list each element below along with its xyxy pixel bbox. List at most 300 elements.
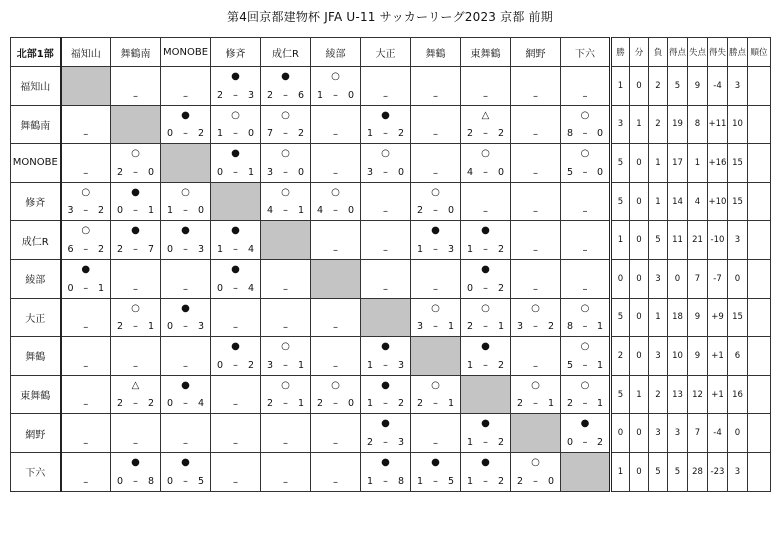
score-against: 1 [247, 166, 254, 178]
score-dash: – [483, 282, 488, 294]
score-for: 1 [417, 475, 424, 487]
stat-goal-difference: +1 [708, 375, 728, 414]
score-dash: – [582, 398, 588, 410]
diagonal-cell [561, 452, 611, 491]
result-symbol: ○ [81, 186, 91, 198]
score-for: 7 [267, 128, 274, 140]
score [62, 283, 111, 295]
diagonal-cell [361, 298, 411, 337]
result-symbol: ● [580, 418, 590, 430]
stat-goals-for: 19 [668, 105, 688, 144]
stat-losses: 1 [649, 298, 668, 337]
match-result-cell [361, 375, 411, 414]
score [211, 90, 260, 102]
score-against: 2 [497, 128, 504, 140]
unplayed-dash: – [533, 90, 538, 102]
table-row [11, 414, 771, 453]
team-header: 福知山 [61, 38, 111, 67]
score [111, 476, 160, 488]
result-symbol: ○ [580, 109, 590, 121]
unplayed-cell [61, 298, 111, 337]
score-dash: – [533, 398, 538, 410]
score-against: 2 [497, 436, 504, 448]
unplayed-dash: – [283, 437, 288, 449]
result-symbol: ○ [431, 302, 440, 314]
match-result-cell [461, 452, 511, 491]
result-symbol: ● [281, 71, 290, 82]
stat-draws: 1 [630, 105, 649, 144]
stat-goals-for: 10 [668, 337, 688, 376]
score-against: 0 [347, 398, 354, 410]
result-symbol: ● [481, 456, 490, 468]
stat-goals-against: 21 [688, 221, 708, 260]
stat-points: 3 [728, 221, 748, 260]
result-symbol: ○ [481, 302, 490, 314]
stat-goals-for: 5 [668, 67, 688, 106]
score [161, 321, 210, 333]
score-against: 2 [297, 128, 304, 140]
match-result-cell [561, 375, 611, 414]
score-for: 2 [267, 89, 274, 101]
stat-draws: 0 [630, 298, 649, 337]
team-header: 下六 [561, 38, 611, 67]
score [161, 205, 210, 217]
stat-goal-difference: +9 [708, 298, 728, 337]
score-dash: – [183, 128, 188, 140]
score [111, 167, 160, 179]
score [461, 244, 510, 256]
row-team-label: 成仁R [11, 221, 61, 260]
score-for: 0 [217, 282, 224, 294]
score-against: 1 [547, 398, 554, 410]
stat-wins: 3 [611, 105, 630, 144]
match-result-cell [311, 182, 361, 221]
unplayed-cell [211, 298, 261, 337]
score [211, 244, 260, 256]
stat-draws: 0 [630, 452, 649, 491]
match-result-cell [161, 182, 211, 221]
score [511, 476, 560, 488]
match-result-cell [461, 298, 511, 337]
score-for: 2 [117, 398, 124, 410]
score-dash: – [483, 243, 488, 255]
unplayed-cell [511, 105, 561, 144]
score-for: 0 [217, 359, 224, 371]
unplayed-dash: – [183, 360, 188, 372]
match-result-cell [61, 221, 111, 260]
score-against: 2 [147, 398, 154, 410]
unplayed-dash: – [333, 437, 338, 449]
stat-goals-against: 9 [688, 67, 708, 106]
stat-losses: 5 [649, 452, 668, 491]
match-result-cell [511, 375, 561, 414]
stat-goals-for: 17 [668, 144, 688, 183]
score-for: 3 [417, 321, 424, 333]
result-symbol: ● [481, 263, 490, 275]
score [361, 476, 410, 488]
score-for: 2 [267, 398, 274, 410]
match-result-cell [411, 182, 461, 221]
score-for: 2 [517, 475, 524, 487]
stat-losses: 3 [649, 414, 668, 453]
unplayed-cell [411, 414, 461, 453]
unplayed-dash: – [383, 244, 388, 256]
result-symbol: ● [481, 225, 490, 237]
score [361, 128, 410, 140]
row-team-label: MONOBE [11, 144, 61, 183]
stat-goals-for: 18 [668, 298, 688, 337]
match-result-cell [561, 298, 611, 337]
stat-rank [748, 375, 771, 414]
score-for: 8 [567, 128, 574, 140]
score [361, 167, 410, 179]
unplayed-dash: – [483, 206, 488, 218]
score-for: 3 [67, 205, 74, 217]
score-against: 1 [297, 205, 304, 217]
match-result-cell [111, 182, 161, 221]
unplayed-cell [411, 144, 461, 183]
stat-points: 16 [728, 375, 748, 414]
score-against: 5 [447, 475, 454, 487]
score-for: 0 [567, 436, 574, 448]
score-for: 1 [467, 243, 474, 255]
team-header: 成仁R [261, 38, 311, 67]
result-symbol: ○ [331, 379, 340, 391]
score [561, 128, 609, 140]
score-for: 2 [467, 321, 474, 333]
result-symbol: ● [381, 418, 390, 430]
stat-wins: 2 [611, 337, 630, 376]
stat-goals-for: 14 [668, 182, 688, 221]
score [311, 398, 360, 410]
match-result-cell [261, 144, 311, 183]
score-for: 1 [367, 359, 374, 371]
score-against: 4 [247, 243, 254, 255]
score [261, 360, 310, 372]
unplayed-dash: – [83, 476, 89, 488]
row-team-label: 綾部 [11, 259, 61, 298]
match-result-cell [211, 221, 261, 260]
stat-header: 得失 [708, 38, 728, 67]
match-result-cell [561, 144, 611, 183]
result-symbol: ● [131, 456, 140, 468]
stat-goals-against: 1 [688, 144, 708, 183]
stat-goals-against: 9 [688, 337, 708, 376]
result-symbol: ○ [331, 186, 340, 198]
score-against: 2 [97, 243, 104, 255]
table-row [11, 452, 771, 491]
score-against: 0 [596, 128, 603, 140]
match-result-cell [461, 259, 511, 298]
score-for: 3 [367, 166, 374, 178]
result-symbol: ○ [281, 148, 290, 160]
score-against: 1 [297, 398, 304, 410]
unplayed-dash: – [133, 437, 138, 449]
score-dash: – [233, 89, 238, 101]
result-symbol: ○ [431, 186, 440, 198]
diagonal-cell [411, 337, 461, 376]
score-against: 0 [347, 205, 354, 217]
unplayed-dash: – [283, 476, 288, 488]
match-result-cell [211, 67, 261, 106]
score-against: 0 [347, 89, 354, 101]
stat-goals-against: 28 [688, 452, 708, 491]
row-team-label: 東舞鶴 [11, 375, 61, 414]
match-result-cell [511, 452, 561, 491]
match-result-cell [461, 337, 511, 376]
league-table [10, 37, 771, 492]
score [411, 398, 460, 410]
table-row [11, 67, 771, 106]
score-for: 2 [417, 398, 424, 410]
score-against: 1 [596, 398, 603, 410]
stat-rank [748, 298, 771, 337]
score-dash: – [183, 205, 188, 217]
unplayed-cell [311, 221, 361, 260]
score-for: 2 [417, 205, 424, 217]
score-against: 1 [447, 398, 454, 410]
score-against: 0 [547, 475, 554, 487]
result-symbol: ○ [531, 302, 540, 314]
result-symbol: ● [181, 456, 190, 468]
match-result-cell [61, 259, 111, 298]
header-row [11, 38, 771, 67]
result-symbol: △ [481, 109, 490, 121]
score-for: 2 [117, 243, 124, 255]
score-for: 4 [267, 205, 274, 217]
result-symbol: ● [181, 302, 190, 314]
unplayed-cell [111, 67, 161, 106]
row-team-label: 舞鶴 [11, 337, 61, 376]
diagonal-cell [261, 221, 311, 260]
table-row [11, 337, 771, 376]
score-dash: – [233, 359, 238, 371]
score-dash: – [183, 321, 188, 333]
diagonal-cell [311, 259, 361, 298]
score-for: 1 [367, 475, 374, 487]
score-dash: – [283, 398, 288, 410]
table-row [11, 259, 771, 298]
unplayed-dash: – [133, 360, 138, 372]
score-dash: – [133, 243, 138, 255]
unplayed-cell [161, 414, 211, 453]
unplayed-cell [311, 298, 361, 337]
row-team-label: 大正 [11, 298, 61, 337]
result-symbol: ○ [281, 109, 290, 121]
unplayed-dash: – [83, 322, 89, 334]
stat-points: 3 [728, 452, 748, 491]
score [261, 167, 310, 179]
match-result-cell [461, 144, 511, 183]
team-header: 修斉 [211, 38, 261, 67]
result-symbol: ● [131, 186, 140, 198]
unplayed-cell [311, 452, 361, 491]
score-for: 0 [167, 398, 174, 410]
result-symbol: ● [381, 379, 390, 391]
score [211, 167, 260, 179]
stat-goal-difference: -23 [708, 452, 728, 491]
score [161, 398, 210, 410]
stat-header: 失点 [688, 38, 708, 67]
score-against: 2 [97, 205, 104, 217]
unplayed-dash: – [483, 90, 488, 102]
stat-header: 順位 [748, 38, 771, 67]
stat-losses: 3 [649, 337, 668, 376]
unplayed-dash: – [433, 283, 438, 295]
result-symbol: ● [231, 71, 240, 82]
score [211, 360, 260, 372]
score-dash: – [533, 475, 538, 487]
score [561, 167, 609, 179]
result-symbol: ○ [580, 302, 590, 314]
stat-losses: 5 [649, 221, 668, 260]
stat-rank [748, 144, 771, 183]
score-against: 2 [497, 475, 504, 487]
result-symbol: ○ [131, 148, 140, 160]
score-against: 2 [397, 398, 404, 410]
unplayed-dash: – [533, 244, 538, 256]
match-result-cell [161, 105, 211, 144]
stat-goal-difference: -7 [708, 259, 728, 298]
score-against: 2 [497, 243, 504, 255]
score-for: 0 [167, 243, 174, 255]
stat-goals-for: 5 [668, 452, 688, 491]
score [161, 476, 210, 488]
stat-goal-difference: -4 [708, 414, 728, 453]
score-for: 3 [267, 166, 274, 178]
result-symbol: ○ [281, 379, 290, 391]
unplayed-dash: – [582, 283, 588, 295]
match-result-cell [311, 375, 361, 414]
unplayed-dash: – [433, 90, 438, 102]
score [111, 398, 160, 410]
match-result-cell [411, 221, 461, 260]
score-for: 5 [567, 166, 574, 178]
stat-points: 0 [728, 259, 748, 298]
score-for: 2 [317, 398, 324, 410]
score [411, 476, 460, 488]
unplayed-cell [311, 144, 361, 183]
unplayed-cell [511, 259, 561, 298]
result-symbol: ● [181, 109, 190, 121]
unplayed-dash: – [383, 90, 388, 102]
score-against: 2 [397, 128, 404, 140]
match-result-cell [411, 375, 461, 414]
unplayed-dash: – [582, 206, 588, 218]
stat-goals-against: 8 [688, 105, 708, 144]
result-symbol: ● [231, 225, 240, 237]
unplayed-dash: – [533, 167, 538, 179]
stat-goals-against: 12 [688, 375, 708, 414]
score-against: 1 [297, 359, 304, 371]
unplayed-cell [411, 259, 461, 298]
stat-header: 勝 [611, 38, 630, 67]
unplayed-dash: – [383, 206, 388, 218]
score-against: 1 [596, 321, 603, 333]
score-for: 1 [467, 436, 474, 448]
unplayed-dash: – [83, 437, 89, 449]
team-header: 東舞鶴 [461, 38, 511, 67]
score-against: 2 [547, 321, 554, 333]
score-dash: – [383, 475, 388, 487]
match-result-cell [261, 337, 311, 376]
unplayed-cell [561, 221, 611, 260]
score-dash: – [233, 282, 238, 294]
match-result-cell [461, 105, 511, 144]
score-for: 2 [117, 166, 124, 178]
unplayed-cell [61, 452, 111, 491]
unplayed-dash: – [283, 283, 288, 295]
diagonal-cell [211, 182, 261, 221]
match-result-cell [261, 67, 311, 106]
score-for: 1 [467, 475, 474, 487]
score-dash: – [183, 475, 188, 487]
score-against: 4 [197, 398, 204, 410]
score-against: 7 [147, 243, 154, 255]
table-row [11, 221, 771, 260]
match-result-cell [361, 144, 411, 183]
match-result-cell [361, 452, 411, 491]
score-dash: – [183, 243, 188, 255]
score [62, 244, 111, 256]
unplayed-cell [561, 259, 611, 298]
stat-goals-for: 3 [668, 414, 688, 453]
unplayed-dash: – [233, 399, 238, 411]
unplayed-dash: – [133, 90, 138, 102]
unplayed-cell [111, 259, 161, 298]
score [461, 167, 510, 179]
score-against: 1 [147, 321, 154, 333]
unplayed-dash: – [83, 399, 89, 411]
score [461, 321, 510, 333]
score [161, 244, 210, 256]
match-result-cell [411, 452, 461, 491]
score-dash: – [233, 166, 238, 178]
score-dash: – [433, 205, 438, 217]
unplayed-dash: – [533, 283, 538, 295]
result-symbol: ● [481, 341, 490, 353]
score-against: 8 [147, 475, 154, 487]
stat-draws: 0 [630, 144, 649, 183]
match-result-cell [561, 337, 611, 376]
stat-losses: 2 [649, 67, 668, 106]
score-dash: – [133, 398, 138, 410]
stat-points: 6 [728, 337, 748, 376]
unplayed-cell [361, 221, 411, 260]
stat-points: 15 [728, 144, 748, 183]
unplayed-dash: – [333, 167, 338, 179]
result-symbol: ● [131, 225, 140, 237]
division-label: 北部1部 [11, 38, 61, 67]
unplayed-dash: – [582, 244, 588, 256]
score [361, 398, 410, 410]
score-for: 0 [117, 475, 124, 487]
stat-goals-for: 0 [668, 259, 688, 298]
score-for: 0 [167, 475, 174, 487]
match-result-cell [361, 105, 411, 144]
stat-goals-for: 13 [668, 375, 688, 414]
stat-points: 15 [728, 182, 748, 221]
unplayed-cell [61, 105, 111, 144]
team-header: MONOBE [161, 38, 211, 67]
stat-header: 勝点 [728, 38, 748, 67]
unplayed-cell [161, 259, 211, 298]
score-dash: – [383, 436, 388, 448]
score-dash: – [483, 436, 488, 448]
unplayed-cell [511, 67, 561, 106]
score-dash: – [283, 166, 288, 178]
diagonal-cell [461, 375, 511, 414]
